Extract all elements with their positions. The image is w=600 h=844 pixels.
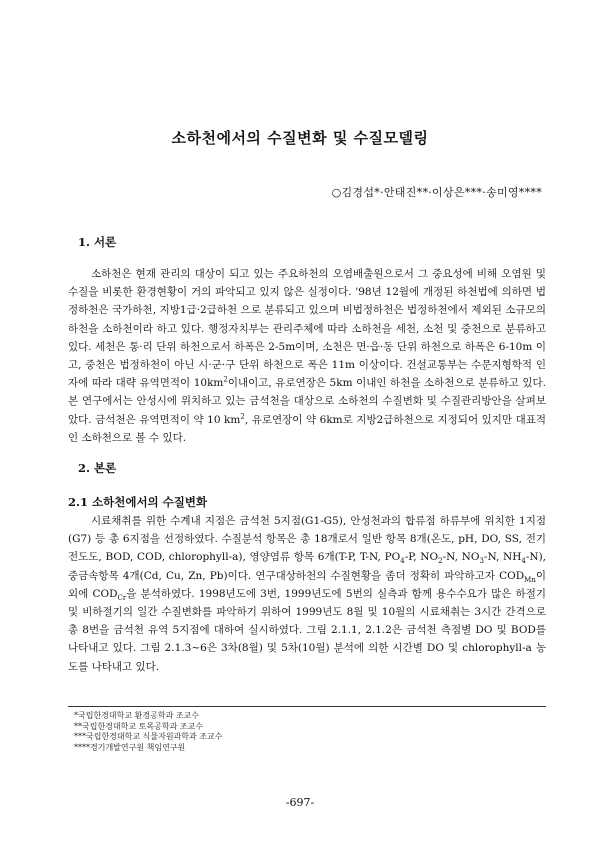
- footnote: ***국립한경대학교 식물자원과학과 조교수: [74, 732, 223, 741]
- footnote-divider: [68, 706, 546, 707]
- subscript: Cr: [117, 593, 127, 602]
- intro-text-part: , 유로연장이 약 6km로 지방2급하천으로 지정되어 있지만 대표적인 소하천으로 볼 수 있다.: [68, 413, 547, 444]
- intro-text-part: 이내이고, 유로연장은 5km 이내인 하천을 소하천으로 분류하고 있다. 본 연구에서는 안성시에 위치하고 있는 금석천을 대상으로 소하천의 수질변화 및 수질관리방안을 살펴보았다. 금석천은 유역면적이 약 10 km: [68, 377, 546, 426]
- paper-title: 소하천에서의 수질변화 및 수질모델링: [171, 129, 429, 147]
- subscript: 4: [521, 557, 526, 566]
- footnotes: [74, 711, 222, 753]
- body-text-part: 이외에 COD: [68, 569, 546, 600]
- subscript: 3: [479, 557, 484, 566]
- body-text-part: -N, NH: [483, 551, 522, 564]
- section-heading-introduction: 1. 서론: [78, 235, 117, 249]
- subscript: Mn: [524, 575, 536, 584]
- body-text-part: -N, NO: [442, 551, 480, 564]
- subscript: 4: [400, 557, 405, 566]
- body-text-part: 을 분석하였다. 1998년도에 3번, 1999년도에 5번의 실측과 함께 용수수요가 많은 하절기 및 비하절기의 일간 수질변화를 파악하기 위하여 1999년도 8월 및 10월의 시료채취는 3시간 간격으로 총 8번을 금석천 유역 5지점에 대하여 실시하였다. 그림 2.1.1, 2.1.2은 금석천 측점별 DO 및 BOD를 나타내고 있다. 그림 2.1.3~6은 3차(8월) 및 5차(10월) 분석에 의한 시간별 DO 및 chlorophyll-a 농도를 나타내고 있다.: [68, 587, 546, 673]
- section-heading-body: 2. 본론: [78, 461, 117, 475]
- author-list: ○김경섭*·안태진**·이상은***·송미영****: [331, 186, 542, 199]
- body-text-part: -P, NO: [404, 551, 439, 564]
- page-number: -697-: [285, 796, 315, 809]
- footnote: ****경기개발연구원 책임연구원: [74, 742, 186, 752]
- superscript: 2: [240, 412, 245, 421]
- subscript: 2: [438, 557, 443, 566]
- subsection-heading: 2.1 소하천에서의 수질변화: [68, 495, 208, 509]
- body-text-part: 시료채취를 위한 수계내 지점은 금석천 5지점(G1-G5), 안성천과의 합류점 하류부에 위치한 1지점(G7) 등 총 6지점을 선정하였다. 수질분석 항목은 총 18개로서 일반 항목 8개(온도, pH, DO, SS, 전기전도도, BOD, COD, chlorophyll-a), 영양염류 항목 6개(T-P, T-N, PO: [68, 515, 546, 564]
- footnote: **국립한경대학교 토목공학과 조교수: [74, 721, 204, 731]
- introduction-paragraph: [68, 265, 546, 447]
- intro-text-part: 소하천은 현재 관리의 대상이 되고 있는 주요하천의 오염배출원으로서 그 중요성에 비해 오염원 및 수질을 비롯한 환경현황이 거의 파악되고 있지 않은 실정이다. '98년 12월에 개정된 하천법에 의하면 법정하천은 국가하천, 지방1급·2급하천 으로 분류되고 있으며 비법정하천은 법정하천에서 제외된 소규모의 하천을 소하천이라 하고 있다. 행정자치부는 관리주체에 따라 소하천을 세천, 소천 및 중천으로 분류하고 있다. 세천은 통·리 단위 하천으로서 하폭은 2-5m이며, 소천은 면·읍·동 단위 하천으로 하폭은 6-10m 이고, 중천은 법정하천이 아닌 시·군·구 단위 하천으로 폭은 11m 이상이다. 건설교통부는 수문지형학적 인자에 따라 대략 유역면적이 10km: [68, 268, 546, 390]
- superscript: 2: [223, 375, 228, 384]
- body-text-part: -N), 중금속항목 4개(Cd, Cu, Zn, Pb)이다. 연구대상하천의 수질현황을 좀더 정확히 파악하고자 COD: [68, 551, 547, 582]
- body-paragraph: [68, 512, 546, 676]
- footnote: *국립한경대학교 환경공학과 조교수: [74, 711, 200, 720]
